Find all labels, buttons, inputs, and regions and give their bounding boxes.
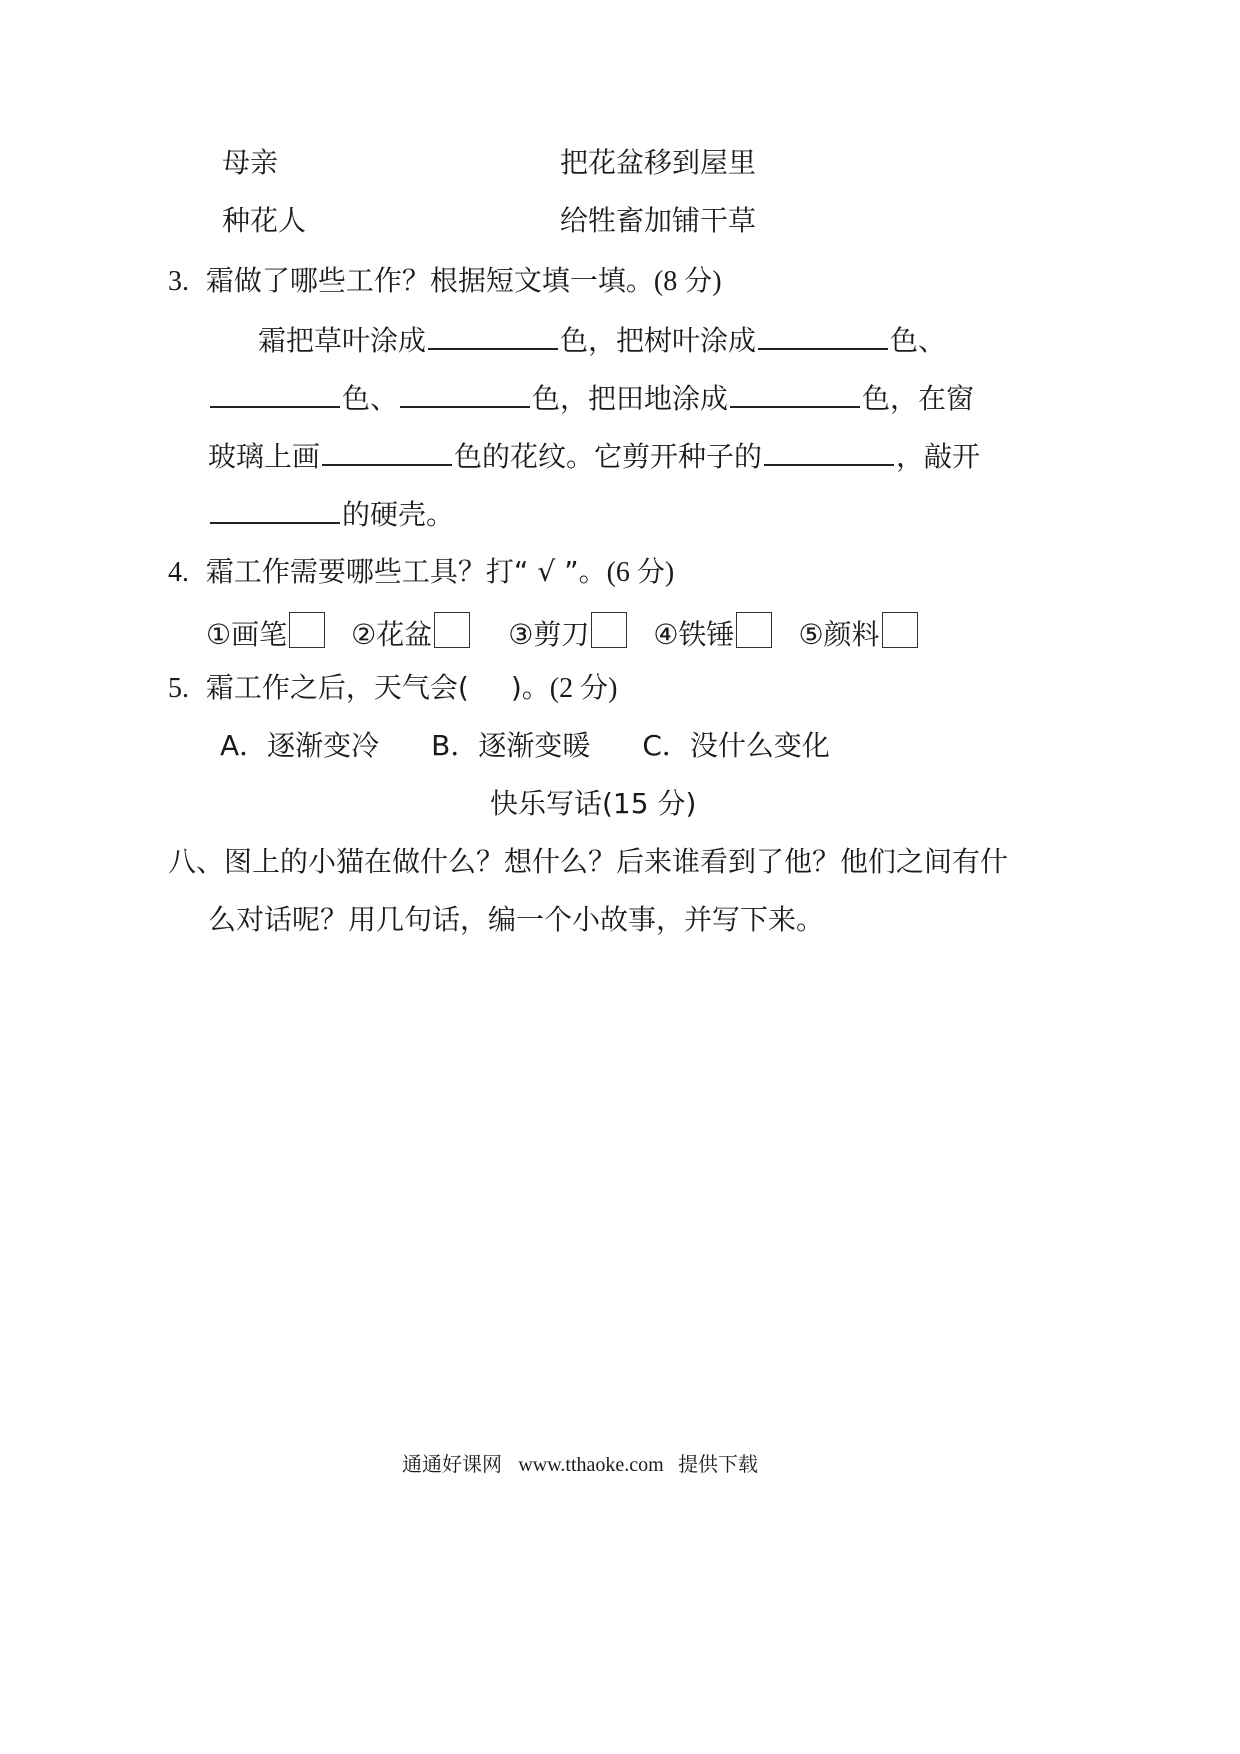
q3-text: 色、 (890, 324, 947, 357)
option-label: ④铁锤 (653, 618, 735, 651)
question-3-heading (168, 261, 722, 302)
question-5-heading (168, 668, 617, 709)
option-4 (653, 612, 772, 655)
q3-text: 色、 (342, 382, 399, 415)
check-mark-symbol: “ √ ” (513, 555, 579, 588)
fill-blank[interactable] (730, 376, 860, 408)
question-8-line-1: 八、图上的小猫在做什么？想什么？后来谁看到了他？他们之间有什 (168, 845, 1009, 878)
question-title: 霜做了哪些工作？根据短文填一填。 (205, 264, 654, 297)
checkbox[interactable] (591, 612, 627, 648)
fill-blank[interactable] (758, 318, 888, 350)
footer-suffix: 提供下载 (678, 1452, 759, 1476)
fill-blank[interactable] (764, 434, 894, 466)
punctuation: 。 (578, 555, 607, 588)
option-1 (206, 612, 325, 655)
checkbox[interactable] (434, 612, 470, 648)
fill-blank[interactable] (210, 376, 340, 408)
question-title-end: )。 (510, 671, 550, 704)
option-label: ③剪刀 (508, 618, 590, 651)
footer-url[interactable]: www.tthaoke.com (518, 1454, 664, 1476)
checkbox[interactable] (736, 612, 772, 648)
question-number: 5. (168, 673, 189, 704)
q3-text: 霜把草叶涂成 (258, 324, 427, 357)
option-label: ①画笔 (206, 618, 288, 651)
q3-line-1 (258, 318, 946, 361)
checkbox[interactable] (882, 612, 918, 648)
question-title: 霜工作之后，天气会( (205, 671, 469, 704)
question-number: 3. (168, 266, 189, 297)
q3-text: 色，在窗 (862, 382, 975, 415)
footer-site-name: 通通好课网 (402, 1452, 502, 1476)
match-right-2: 给牲畜加铺干草 (560, 204, 757, 237)
q3-text: ，敲开 (896, 440, 981, 473)
question-score: (2 分) (549, 673, 618, 704)
section-heading: 快乐写话(15 分) (490, 787, 697, 820)
checkbox[interactable] (289, 612, 325, 648)
fill-blank[interactable] (400, 376, 530, 408)
option-c[interactable]: C．没什么变化 (642, 729, 830, 762)
q3-line-3 (208, 434, 980, 477)
match-left-2: 种花人 (222, 204, 307, 237)
question-number: 4. (168, 557, 189, 588)
q3-text: 色，把田地涂成 (532, 382, 729, 415)
option-label: ②花盆 (351, 618, 433, 651)
q3-text: 的硬壳。 (342, 498, 455, 531)
q3-line-2 (208, 376, 974, 419)
question-4-heading (168, 552, 674, 593)
question-score: (6 分) (606, 557, 675, 588)
fill-blank[interactable] (428, 318, 558, 350)
fill-blank[interactable] (210, 492, 340, 524)
q3-text: 色的花纹。它剪开种子的 (454, 440, 763, 473)
q3-line-4 (208, 492, 454, 535)
option-2 (351, 612, 470, 655)
question-8-line-2: 么对话呢？用几句话，编一个小故事，并写下来。 (208, 903, 825, 936)
q4-options (206, 612, 918, 655)
option-b[interactable]: B．逐渐变暖 (431, 729, 591, 762)
q5-options (220, 726, 830, 766)
option-3 (508, 612, 627, 655)
question-score: (8 分) (653, 266, 722, 297)
footer (402, 1450, 758, 1479)
option-5 (798, 612, 917, 655)
option-a[interactable]: A．逐渐变冷 (220, 729, 380, 762)
match-right-1: 把花盆移到屋里 (560, 146, 757, 179)
question-title: 霜工作需要哪些工具？打 (205, 555, 514, 588)
fill-blank[interactable] (322, 434, 452, 466)
q3-text: 玻璃上画 (208, 440, 321, 473)
q3-text: 色，把树叶涂成 (560, 324, 757, 357)
option-label: ⑤颜料 (798, 618, 880, 651)
match-left-1: 母亲 (222, 146, 279, 179)
